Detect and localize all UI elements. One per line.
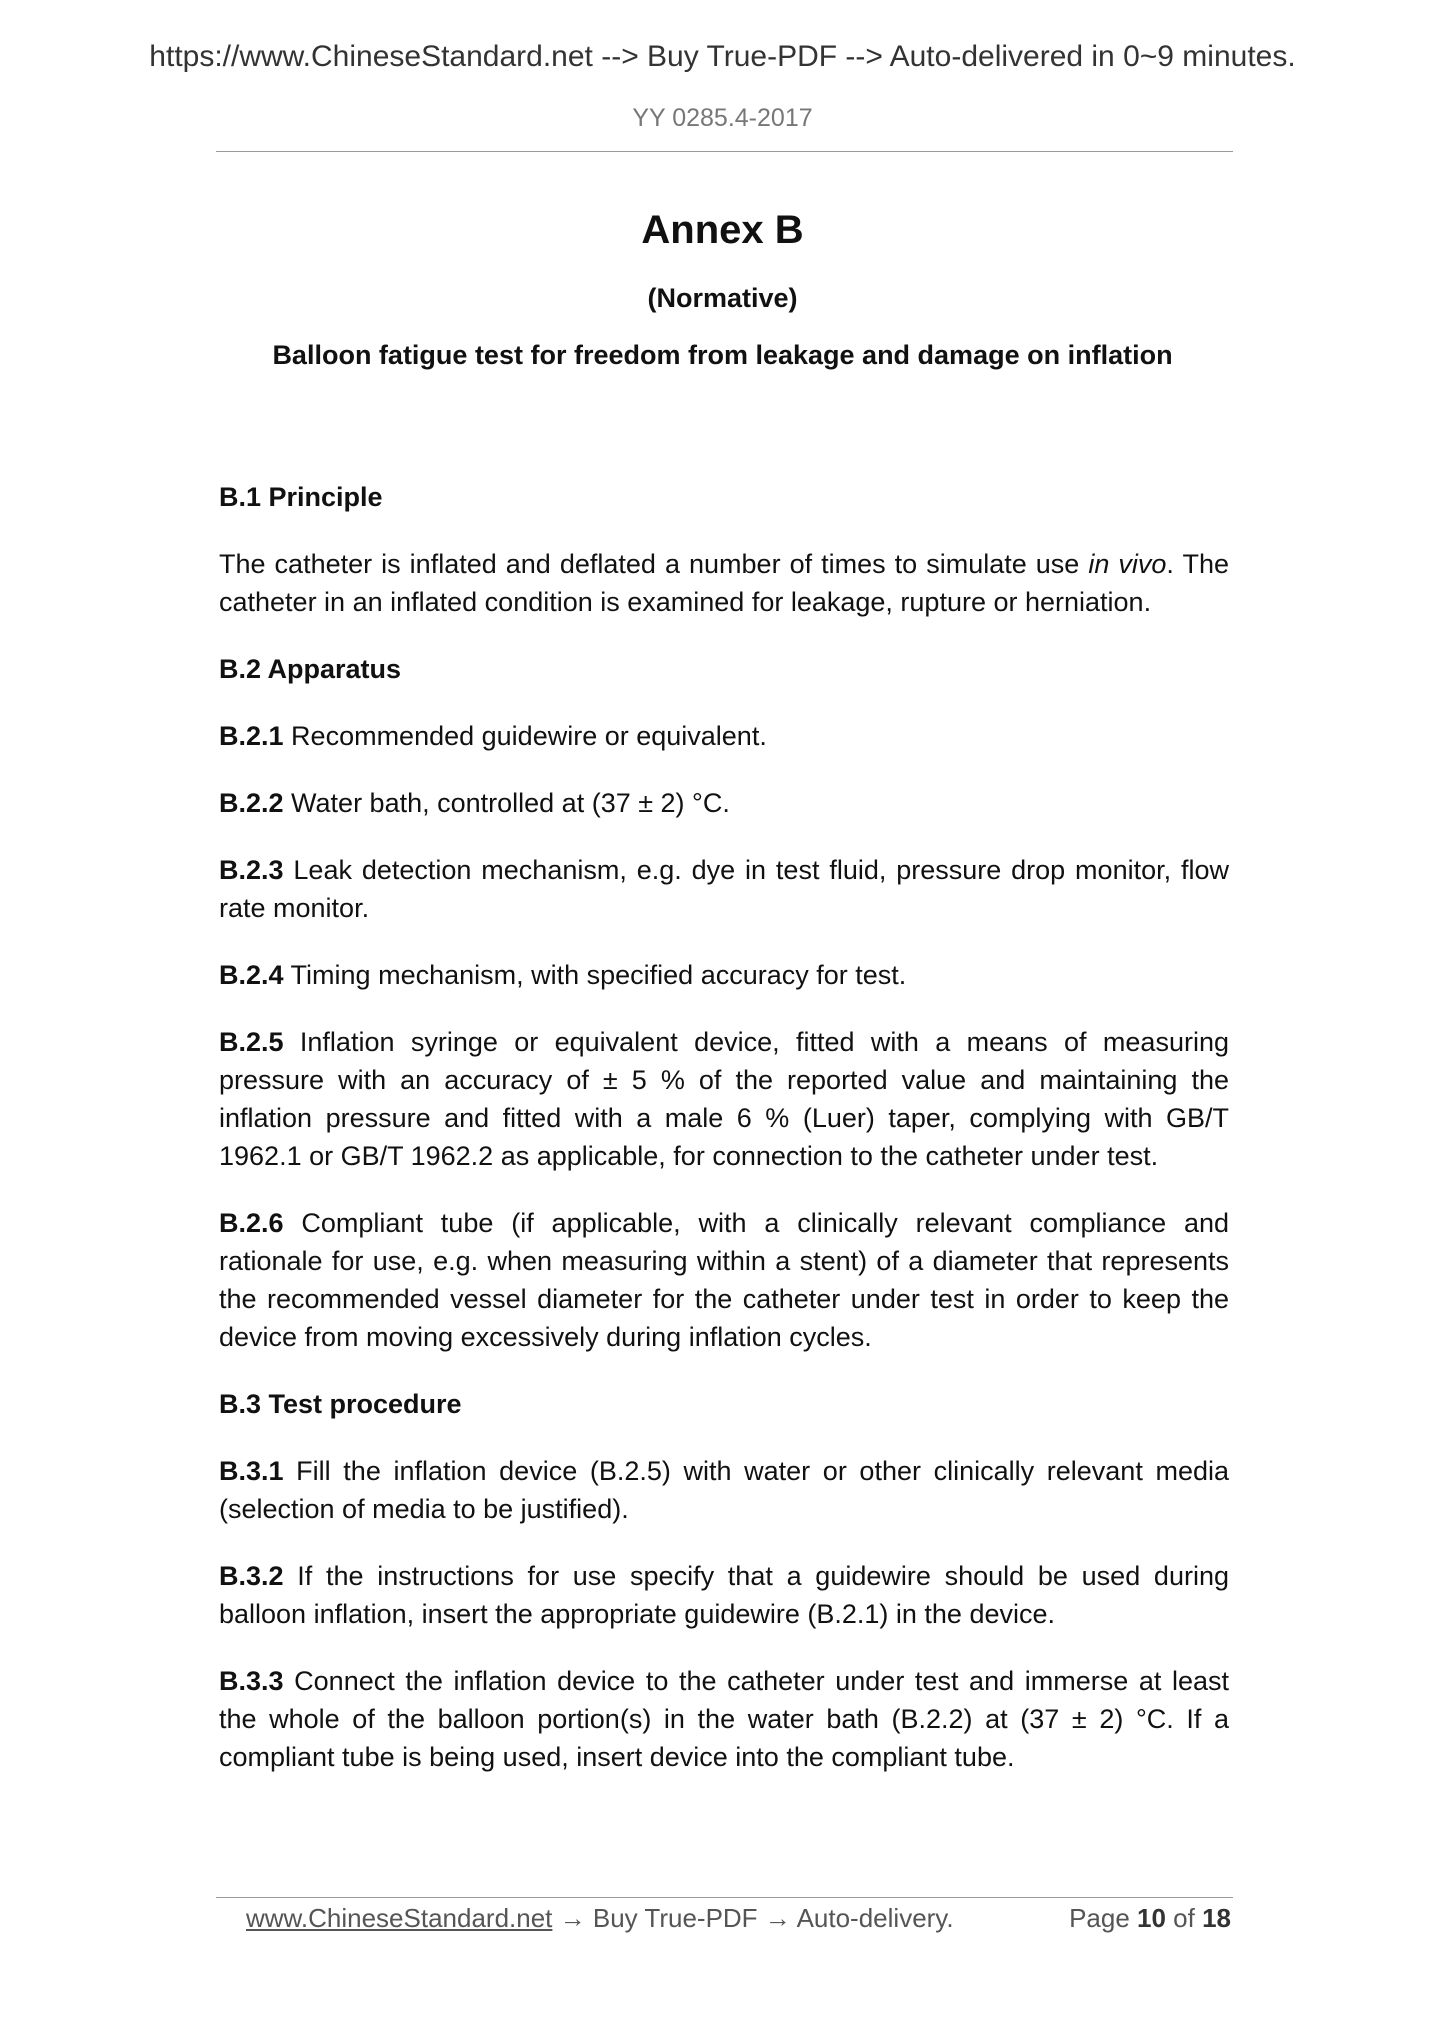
- paragraph-text: The catheter is inflated and deflated a number of times to simulate use: [219, 549, 1089, 579]
- clause-b-2-3: [219, 851, 1229, 927]
- clause-b-3-2: [219, 1557, 1229, 1633]
- page-label: Page: [1069, 1903, 1138, 1933]
- annex-title: Annex B: [641, 208, 804, 252]
- page-current: 10: [1137, 1903, 1166, 1933]
- clause-number: B.2.3: [219, 855, 284, 885]
- footer-tagline: → Buy True-PDF → Auto-delivery.: [552, 1903, 954, 1933]
- clause-b-2-4: [219, 956, 1229, 994]
- clause-b-3-3: [219, 1662, 1229, 1776]
- page-of-label: of: [1165, 1903, 1203, 1933]
- document-body: [219, 478, 1229, 1805]
- clause-number: B.2.5: [219, 1027, 284, 1057]
- clause-b-2-6: [219, 1204, 1229, 1356]
- clause-b-2-2: [219, 784, 1229, 822]
- clause-number: B.2.2: [219, 788, 284, 818]
- paragraph-b1-principle: [219, 545, 1229, 621]
- clause-number: B.2.4: [219, 960, 284, 990]
- page-total: 18: [1202, 1903, 1231, 1933]
- document-code: YY 0285.4-2017: [632, 104, 813, 132]
- clause-b-2-1: [219, 717, 1229, 755]
- clause-b-2-5: [219, 1023, 1229, 1175]
- clause-text: Recommended guidewire or equivalent.: [283, 721, 767, 751]
- clause-number: B.3.1: [219, 1456, 284, 1486]
- italic-term: in vivo: [1088, 549, 1167, 579]
- clause-text: Inflation syringe or equivalent device, fitted with a means of measuring pressure with an accuracy of ± 5 % of the reported value and maintaining the inflation pressure and fitted with a male 6 % (Luer) taper, complying with GB/T 1962.1 or GB/T 1962.2 as applicable, for connection to the catheter under test.: [219, 1027, 1229, 1171]
- clause-b-3-1: [219, 1452, 1229, 1528]
- clause-text: Water bath, controlled at (37 ± 2) °C.: [283, 788, 730, 818]
- header-divider: [216, 151, 1233, 152]
- clause-text: Connect the inflation device to the catheter under test and immerse at least the whole of the balloon portion(s) in the water bath (B.2.2) at (37 ± 2) °C. If a compliant tube is being used, insert device into the compliant tube.: [219, 1666, 1229, 1772]
- clause-number: B.2.6: [219, 1208, 284, 1238]
- top-banner: https://www.ChineseStandard.net --> Buy True-PDF --> Auto-delivered in 0~9 minutes.: [149, 40, 1296, 73]
- paragraph-text: . The catheter in an inflated condition is examined for leakage, rupture or herniation.: [219, 549, 1229, 617]
- clause-number: B.3.2: [219, 1561, 284, 1591]
- footer-promo: [246, 1903, 954, 1934]
- clause-number: B.3.3: [219, 1666, 284, 1696]
- section-heading-b1: B.1 Principle: [219, 482, 383, 512]
- clause-text: Compliant tube (if applicable, with a clinically relevant compliance and rationale for use, e.g. when measuring within a stent) of a diameter that represents the recommended vessel diameter for the catheter under test in order to keep the device from moving excessively during inflation cycles.: [219, 1208, 1229, 1352]
- clause-number: B.2.1: [219, 721, 284, 751]
- page-number: [1069, 1903, 1231, 1934]
- clause-text: Fill the inflation device (B.2.5) with water or other clinically relevant media (selection of media to be justified).: [219, 1456, 1229, 1524]
- section-heading-b2: B.2 Apparatus: [219, 654, 402, 684]
- footer-divider: [216, 1897, 1233, 1898]
- annex-normative-label: (Normative): [647, 283, 798, 313]
- section-heading-b3: B.3 Test procedure: [219, 1389, 462, 1419]
- clause-text: Timing mechanism, with specified accuracy for test.: [283, 960, 907, 990]
- footer-site-link[interactable]: www.ChineseStandard.net: [246, 1903, 553, 1933]
- annex-subtitle: Balloon fatigue test for freedom from leakage and damage on inflation: [272, 340, 1173, 370]
- clause-text: If the instructions for use specify that a guidewire should be used during balloon inflation, insert the appropriate guidewire (B.2.1) in the device.: [219, 1561, 1229, 1629]
- clause-text: Leak detection mechanism, e.g. dye in test fluid, pressure drop monitor, flow rate monitor.: [219, 855, 1229, 923]
